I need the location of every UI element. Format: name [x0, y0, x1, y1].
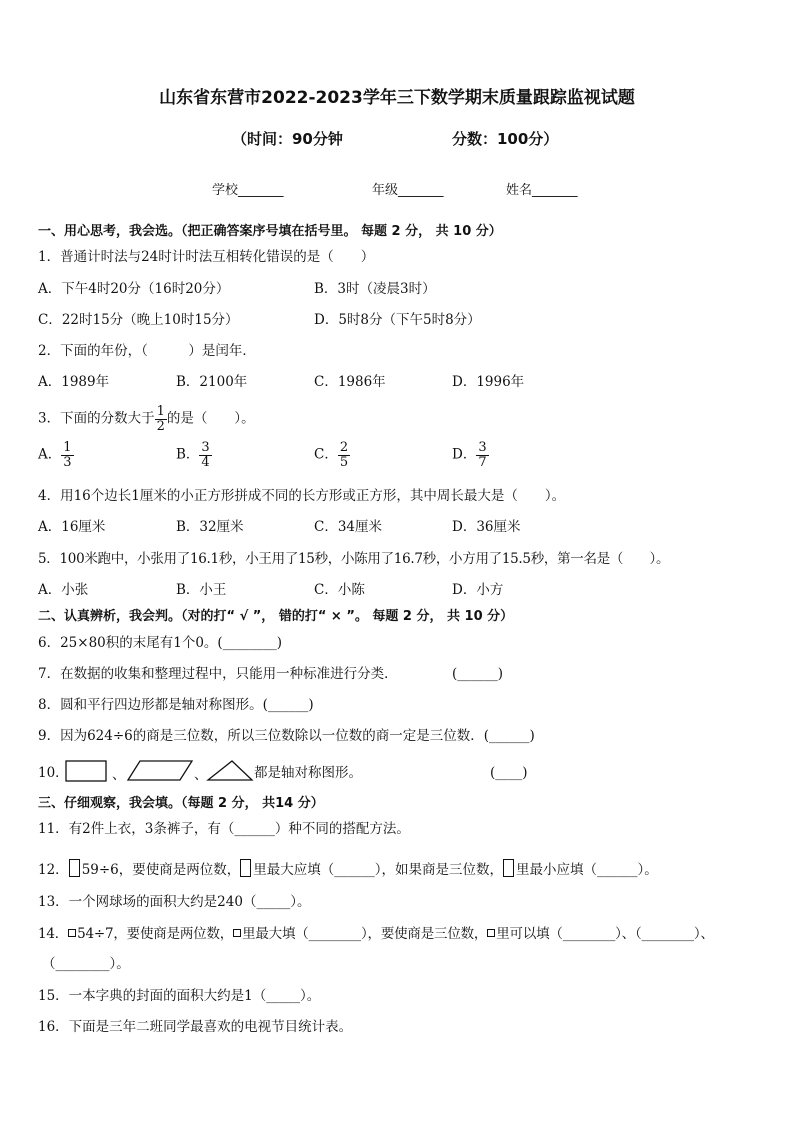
question-2: 2．下面的年份，（ ）是闰年． — [38, 343, 256, 359]
name-field: 姓名_______ — [506, 183, 578, 198]
q3-c-label: C． — [314, 446, 338, 463]
q14-blank-box-icon — [68, 929, 76, 937]
q10-separator-1: 、 — [112, 767, 126, 783]
q4-option-c: C．34厘米 — [314, 519, 383, 535]
q14-part1: 54÷7，要使商是两位数， — [77, 926, 234, 942]
question-11: 11．有2件上衣，3条裤子，有（______）种不同的搭配方法。 — [38, 821, 410, 837]
grade-field: 年级_______ — [372, 183, 444, 198]
question-16: 16．下面是三年二班同学最喜欢的电视节目统计表。 — [38, 1019, 353, 1035]
q7-answer-blank[interactable]: (______) — [452, 666, 504, 682]
q14-blank-box-icon — [233, 929, 241, 937]
q12-part1: 59÷6，要使商是两位数， — [81, 862, 241, 878]
question-7: 7．在数据的收集和整理过程中，只能用一种标准进行分类． — [38, 666, 398, 682]
q3-d-denominator: 7 — [478, 454, 487, 470]
q3-b-denominator: 4 — [201, 454, 210, 470]
q5-option-a: A．小张 — [38, 582, 89, 598]
q3-a-fraction — [61, 441, 73, 469]
q12-blank-box-icon — [69, 859, 80, 877]
question-12 — [38, 859, 658, 878]
q3-stem-denominator: 2 — [156, 418, 165, 434]
q4-option-d: D．36厘米 — [452, 519, 521, 535]
q12-part2: 里最大应填（______），如果商是三位数， — [253, 862, 504, 878]
q2-option-d: D．1996年 — [452, 374, 525, 390]
q1-option-c: C．22时15分（晚上10时15分） — [38, 312, 239, 328]
question-8: 8．圆和平行四边形都是轴对称图形。(______) — [38, 697, 314, 713]
question-15: 15．一本字典的封面的面积大约是1（_____）。 — [38, 988, 321, 1004]
q12-blank-box-icon — [503, 859, 514, 877]
q3-d-label: D． — [452, 446, 477, 463]
school-field: 学校_______ — [212, 183, 284, 198]
q10-separator-2: 、 — [194, 767, 208, 783]
section-1-heading: 一、用心思考，我会选。（把正确答案序号填在括号里。 每题 2 分， 共 10 分） — [38, 224, 502, 239]
q3-stem-post: 的是（ ）。 — [166, 410, 255, 427]
question-10-number: 10． — [38, 765, 69, 781]
q3-d-fraction — [476, 441, 488, 469]
q3-option-d — [452, 441, 489, 469]
question-13: 13．一个网球场的面积大约是240（_____）。 — [38, 894, 311, 910]
q10-shapes — [64, 759, 260, 783]
question-3 — [38, 405, 255, 433]
q1-option-d: D．5时8分（下午5时8分） — [314, 312, 481, 328]
q3-c-fraction — [338, 441, 350, 469]
question-14-line-2: （________）。 — [42, 956, 130, 972]
question-1: 1．普通计时法与24时计时法互相转化错误的是（ ） — [38, 249, 375, 265]
q4-option-b: B．32厘米 — [176, 519, 244, 535]
q14-part2: 里最大填（________），要使商是三位数， — [242, 926, 488, 942]
q3-c-denominator: 5 — [339, 454, 349, 470]
question-10-text: 都是轴对称图形。 — [254, 765, 362, 781]
q3-b-numerator: 3 — [201, 440, 210, 455]
q2-option-a: A．1989年 — [38, 374, 110, 390]
q3-a-denominator: 3 — [63, 454, 72, 470]
exam-score: 分数：100分） — [452, 130, 559, 148]
question-14 — [38, 928, 714, 942]
q10-answer-blank[interactable]: (____) — [490, 765, 528, 781]
q12-number: 12． — [38, 862, 69, 878]
q5-option-d: D．小方 — [452, 582, 504, 598]
q3-option-c — [314, 441, 350, 469]
section-2-heading: 二、认真辨析，我会判。（对的打“ √ ”， 错的打“ × ”。 每题 2 分， 共 10 分） — [38, 609, 514, 624]
q3-a-label: A． — [38, 446, 62, 463]
q12-blank-box-icon — [240, 859, 251, 877]
question-9: 9．因为624÷6的商是三位数，所以三位数除以一位数的商一定是三位数．(______) — [38, 728, 535, 744]
rectangle-shape — [66, 761, 106, 781]
q14-number: 14． — [38, 926, 69, 942]
q12-part3: 里最小应填（______）。 — [516, 862, 658, 878]
q5-option-b: B．小王 — [176, 582, 227, 598]
q3-a-numerator: 1 — [63, 440, 72, 455]
q3-option-b — [176, 441, 212, 469]
q3-stem-fraction — [155, 405, 167, 433]
q3-option-a — [38, 441, 74, 469]
question-6: 6．25×80积的末尾有1个0。(________) — [38, 635, 282, 651]
q14-blank-box-icon — [487, 929, 495, 937]
q3-stem-pre: 3．下面的分数大于 — [38, 410, 155, 427]
q3-c-numerator: 2 — [339, 440, 349, 455]
q3-b-fraction — [199, 441, 211, 469]
q2-option-c: C．1986年 — [314, 374, 386, 390]
section-3-heading: 三、仔细观察，我会填。（每题 2 分， 共14 分） — [38, 796, 324, 811]
triangle-shape — [208, 761, 252, 780]
q3-d-numerator: 3 — [478, 440, 487, 455]
parallelogram-shape — [128, 761, 192, 780]
q14-part3: 里可以填（________）、（________）、 — [496, 926, 714, 942]
exam-time: （时间：90分钟 — [232, 130, 343, 148]
q5-option-c: C．小陈 — [314, 582, 365, 598]
question-5: 5．100米跑中，小张用了16.1秒，小王用了15秒，小陈用了16.7秒，小方用了15.5秒，第一名是（ ）。 — [38, 551, 670, 567]
q4-option-a: A．16厘米 — [38, 519, 106, 535]
q1-option-a: A．下午4时20分（16时20分） — [38, 281, 230, 297]
q3-b-label: B． — [176, 446, 200, 463]
page-title: 山东省东营市2022-2023学年三下数学期末质量跟踪监视试题 — [159, 88, 635, 108]
question-4: 4．用16个边长1厘米的小正方形拼成不同的长方形或正方形，其中周长最大是（ ）。 — [38, 488, 566, 504]
q2-option-b: B．2100年 — [176, 374, 248, 390]
q1-option-b: B．3时（凌晨3时） — [314, 281, 436, 297]
q3-stem-numerator: 1 — [156, 404, 165, 419]
